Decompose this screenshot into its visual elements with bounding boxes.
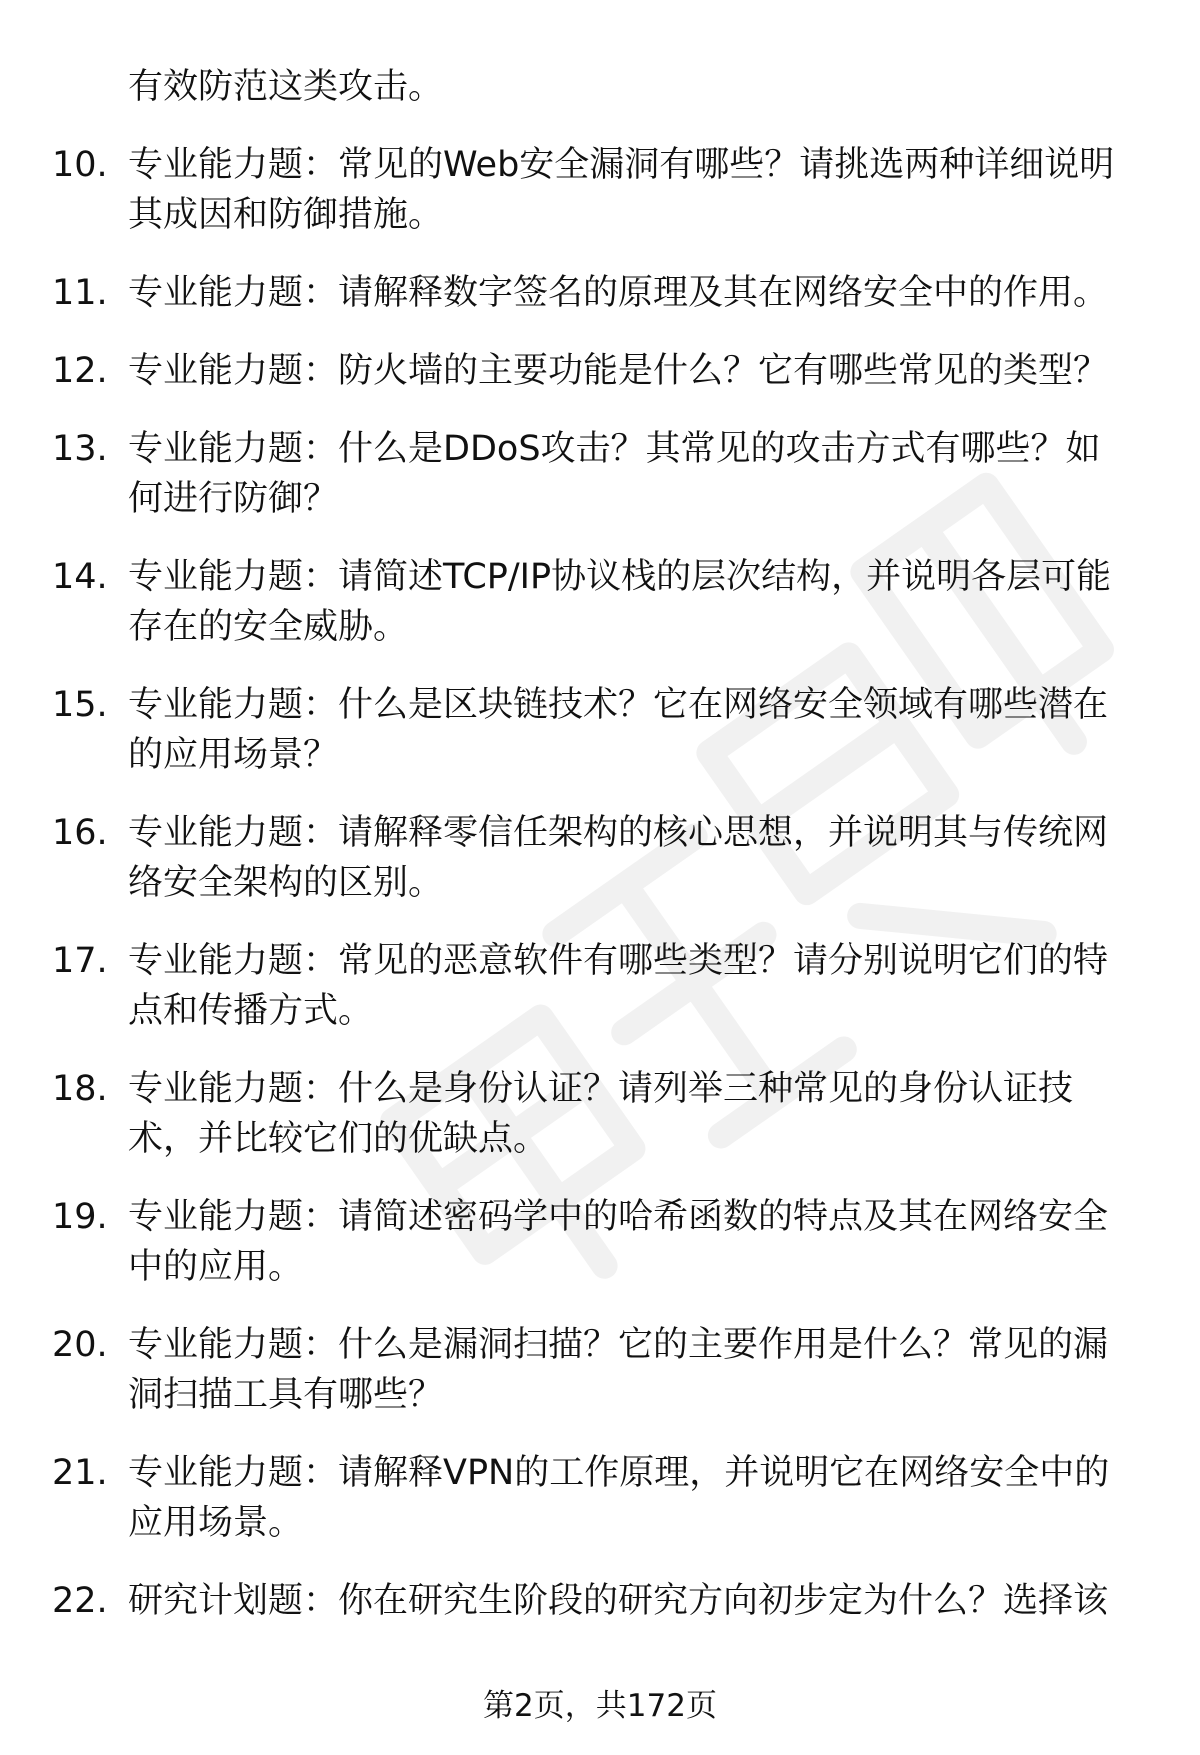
question-number: 17. [52,941,108,981]
question-item [0,680,1200,780]
question-text-line: 专业能力题：什么是漏洞扫描？它的主要作用是什么？常见的漏 [128,1325,1109,1365]
question-text-line: 专业能力题：常见的Web安全漏洞有哪些？请挑选两种详细说明 [128,145,1115,185]
question-number: 14. [52,557,108,597]
question-number: 19. [52,1197,108,1237]
continuation-text: 有效防范这类攻击。 [128,67,444,107]
question-number: 11. [52,273,108,313]
question-text-line: 研究计划题：你在研究生阶段的研究方向初步定为什么？选择该 [128,1581,1109,1621]
question-number: 15. [52,685,108,725]
question-text-line: 络安全架构的区别。 [128,863,444,903]
question-text-line: 专业能力题：什么是区块链技术？它在网络安全领域有哪些潜在 [128,685,1109,725]
question-list [0,140,1200,1654]
question-item [0,1192,1200,1292]
question-text-line: 专业能力题：什么是DDoS攻击？其常见的攻击方式有哪些？如 [128,429,1101,469]
question-number: 18. [52,1069,108,1109]
question-text-line: 存在的安全威胁。 [128,607,409,647]
question-text-line: 专业能力题：常见的恶意软件有哪些类型？请分别说明它们的特 [128,941,1109,981]
question-number: 13. [52,429,108,469]
question-number: 12. [52,351,108,391]
page-footer: 第2页，共172页 [483,1688,717,1724]
question-text-line: 专业能力题：请简述密码学中的哈希函数的特点及其在网络安全 [128,1197,1109,1237]
question-number: 10. [52,145,108,185]
question-item [0,140,1200,240]
question-item [0,936,1200,1036]
question-text-line: 其成因和防御措施。 [128,195,444,235]
question-item [0,424,1200,524]
question-item [0,552,1200,652]
question-item [0,346,1200,396]
question-number: 16. [52,813,108,853]
question-item [0,808,1200,908]
question-text-line: 中的应用。 [128,1247,304,1287]
question-text-line: 的应用场景？ [128,735,339,775]
question-item [0,1320,1200,1420]
question-text-line: 术，并比较它们的优缺点。 [128,1119,549,1159]
question-item [0,1576,1200,1626]
question-text-line: 洞扫描工具有哪些？ [128,1375,444,1415]
question-number: 20. [52,1325,108,1365]
question-text-line: 专业能力题：请简述TCP/IP协议栈的层次结构，并说明各层可能 [128,557,1112,597]
question-text-line: 专业能力题：什么是身份认证？请列举三种常见的身份认证技 [128,1069,1074,1109]
question-item [0,1448,1200,1548]
question-text-line: 专业能力题：请解释零信任架构的核心思想，并说明其与传统网 [128,813,1109,853]
question-number: 22. [52,1581,108,1621]
question-text-line: 点和传播方式。 [128,991,374,1031]
question-item [0,1064,1200,1164]
question-text-line: 何进行防御？ [128,479,339,519]
question-text-line: 专业能力题：请解释数字签名的原理及其在网络安全中的作用。 [128,273,1109,313]
question-number: 21. [52,1453,108,1493]
question-item [0,268,1200,318]
question-text-line: 专业能力题：防火墙的主要功能是什么？它有哪些常见的类型？ [128,351,1109,391]
question-text-line: 应用场景。 [128,1503,304,1543]
question-text-line: 专业能力题：请解释VPN的工作原理，并说明它在网络安全中的 [128,1453,1110,1493]
